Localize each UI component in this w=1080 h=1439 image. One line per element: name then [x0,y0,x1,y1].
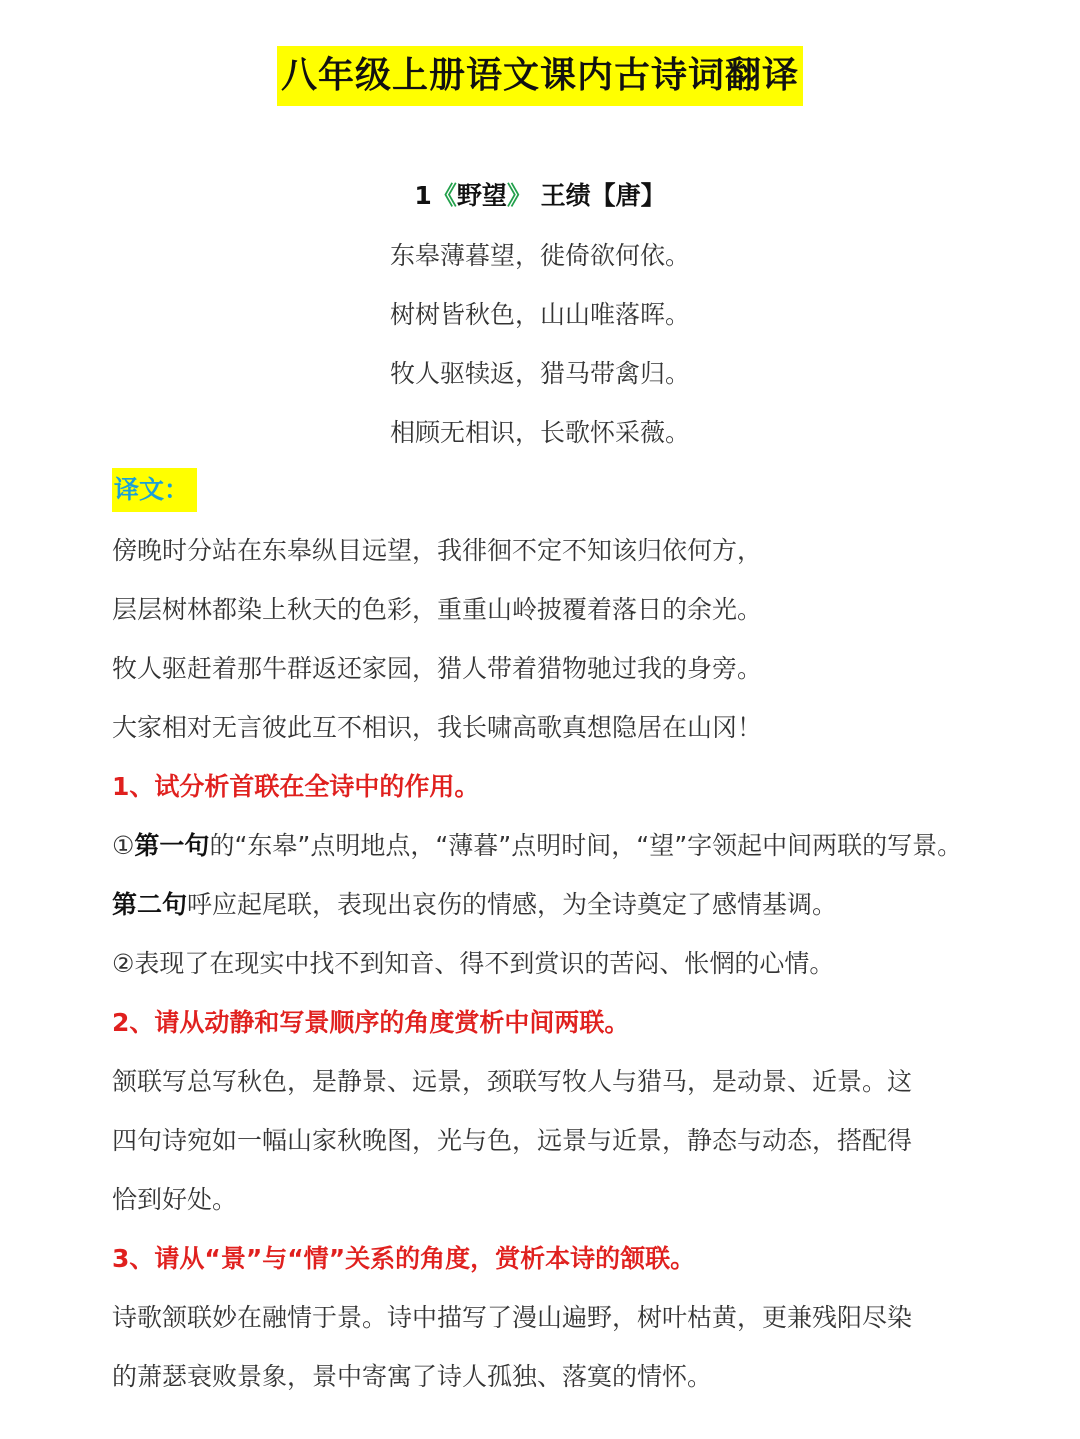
answer-1-bold-2: 第二句 [112,890,188,919]
title-container [0,46,1080,106]
answer-2-line: 四句诗宛如一幅山家秋晚图，光与色，远景与近景，静态与动态，搭配得 [112,1126,913,1155]
translation-label: 译文： [112,468,197,512]
poem-line: 树树皆秋色，山山唯落晖。 [389,300,690,329]
answer-1-bold: 第一句 [134,831,210,860]
poem-heading [0,172,1080,220]
translation-line: 大家相对无言彼此互不相识，我长啸高歌真想隐居在山冈！ [112,713,763,742]
answer-3-line: 的萧瑟衰败景象，景中寄寓了诗人孤独、落寞的情怀。 [112,1362,713,1391]
answer-2-line: 恰到好处。 [112,1185,238,1214]
poem-name: 野望 [456,181,507,210]
translation-line: 牧人驱赶着那牛群返还家园，猎人带着猎物驰过我的身旁。 [112,654,763,683]
question-1: 1、试分析首联在全诗中的作用。 [112,772,480,801]
answer-1-text: 的“东皋”点明地点，“薄暮”点明时间，“望”字领起中间两联的写景。 [209,831,963,860]
poem-line: 东皋薄暮望，徙倚欲何依。 [389,241,690,270]
page-title: 八年级上册语文课内古诗词翻译 [277,46,803,106]
translation-body [112,521,982,1406]
answer-3-line: 诗歌颔联妙在融情于景。诗中描写了漫山遍野，树叶枯黄，更兼残阳尽染 [112,1303,913,1332]
answer-1-line [112,875,982,934]
poem-author: 王绩【唐】 [531,181,666,210]
answer-1-line [112,816,982,875]
question-2: 2、请从动静和写景顺序的角度赏析中间两联。 [112,1008,630,1037]
answer-1-text-2: 呼应起尾联，表现出哀伤的情感，为全诗奠定了感情基调。 [187,890,838,919]
poem-open-bracket: 《 [431,181,457,210]
poem-body [0,226,1080,462]
answer-1-line: ②表现了在现实中找不到知音、得不到赏识的苦闷、怅惘的心情。 [112,949,835,978]
poem-line: 相顾无相识，长歌怀采薇。 [389,418,690,447]
poem-line: 牧人驱犊返，猎马带禽归。 [389,359,690,388]
answer-1-marker: ① [112,831,135,860]
answer-2-line: 颔联写总写秋色，是静景、远景，颈联写牧人与猎马，是动景、近景。这 [112,1067,913,1096]
poem-close-bracket: 》 [506,181,532,210]
translation-line: 层层树林都染上秋天的色彩，重重山岭披覆着落日的余光。 [112,595,763,624]
translation-line: 傍晚时分站在东皋纵目远望，我徘徊不定不知该归依何方， [112,536,763,565]
question-3: 3、请从“景”与“情”关系的角度，赏析本诗的颔联。 [112,1244,696,1273]
poem-number: 1 [414,181,432,210]
